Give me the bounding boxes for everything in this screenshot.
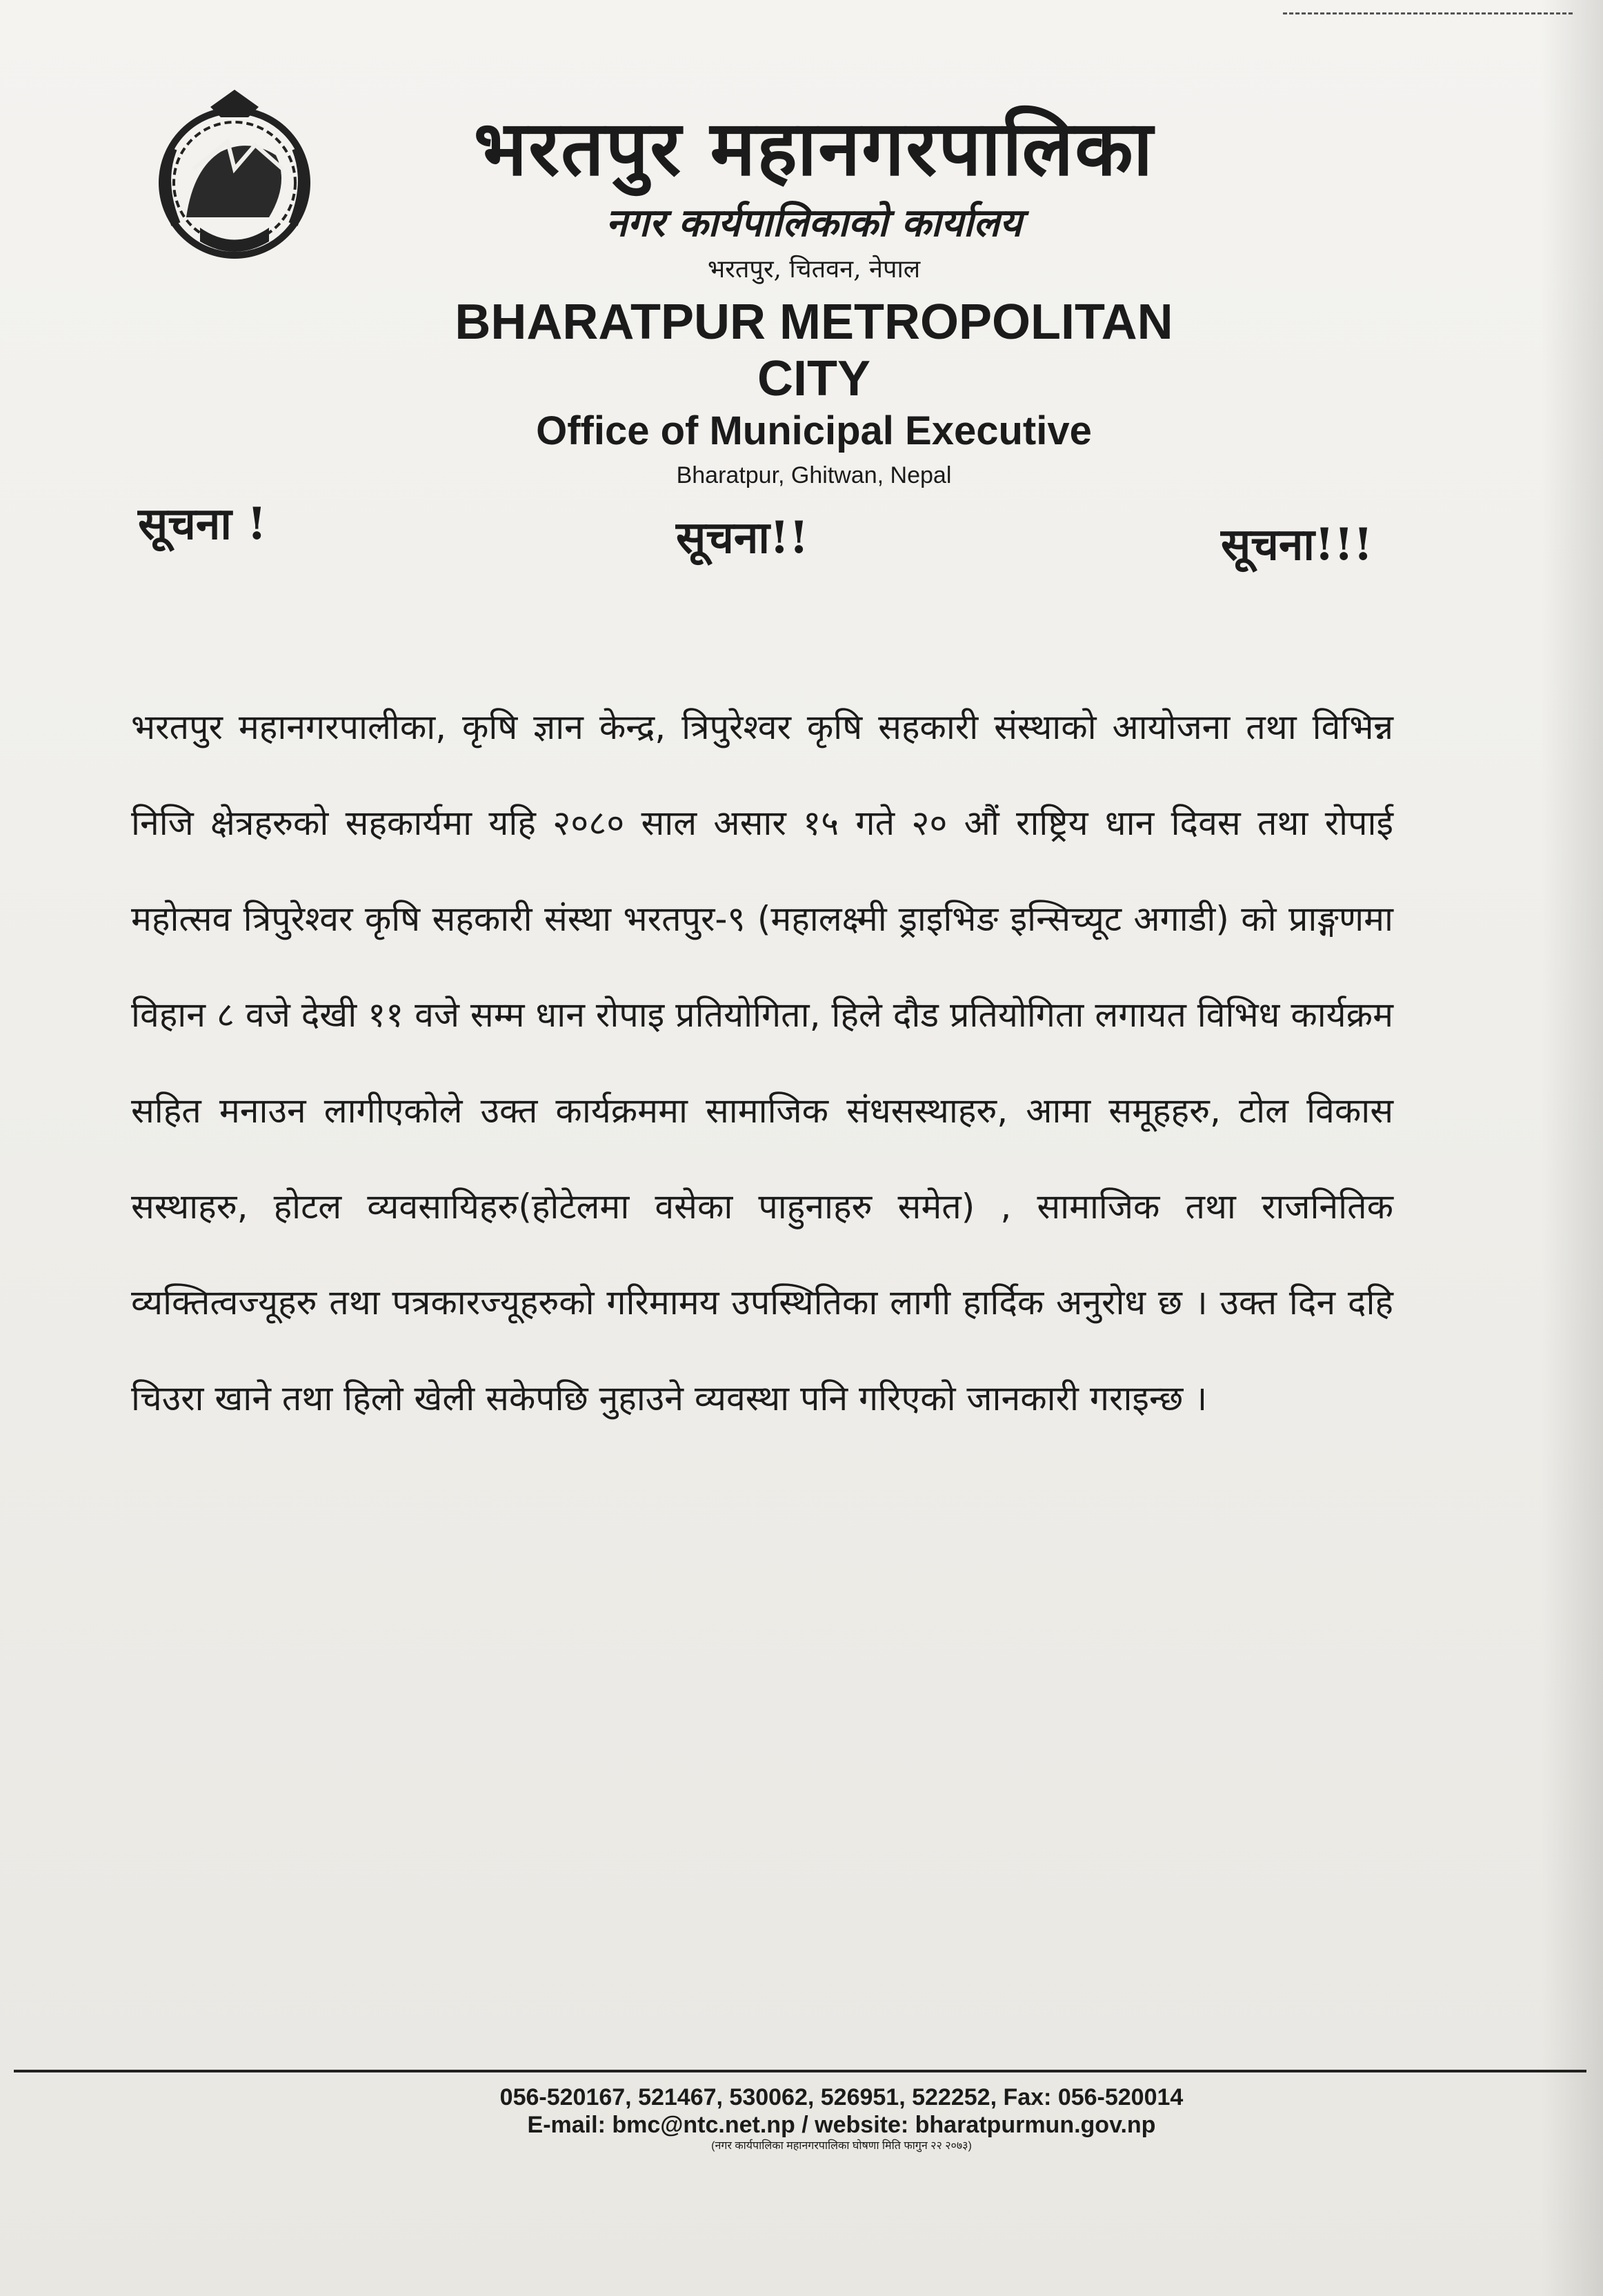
- org-title-nepali: भरतपुर महानगरपालिका: [473, 103, 1155, 192]
- notice-label-1: सूचना !: [138, 498, 267, 550]
- top-dashed-line: [1283, 12, 1573, 14]
- notice-label-2: सूचना!!: [676, 512, 809, 564]
- address-nepali: भरतपुर, चितवन, नेपाल: [707, 255, 921, 284]
- footer-contact: E-mail: bmc@ntc.net.np / website: bharatpurmun.gov.np: [527, 2112, 1156, 2138]
- office-name-english: Office of Municipal Executive: [536, 408, 1092, 453]
- footer-phones: 056-520167, 521467, 530062, 526951, 522252, Fax: 056-520014: [499, 2084, 1184, 2110]
- footer-note: (नगर कार्यपालिका महानगरपालिका घोषणा मिति फागुन २२ २०७३): [711, 2140, 972, 2152]
- notice-label-3: सूचना!!!: [1221, 519, 1373, 571]
- org-title-english: BHARATPUR METROPOLITAN CITY: [455, 295, 1173, 406]
- footer: [290, 2084, 1393, 2154]
- page-edge-shadow: [1541, 0, 1603, 2296]
- notice-body: भरतपुर महानगरपालीका, कृषि ज्ञान केन्द्र, त्रिपुरेश्वर कृषि सहकारी संस्थाको आयोजना तथा विभिन्न निजि क्षेत्रहरुको सहकार्यमा यहि २०८० साल असार १५ गते २० औं राष्ट्रिय धान दिवस तथा रोपाई महोत्सव त्रिपुरेश्वर कृषि सहकारी संस्था भरतपुर-९ (महालक्ष्मी ड्राइभिङ इन्सिच्यूट अगाडी) को प्राङ्गणमा विहान ८ वजे देखी ११ वजे सम्म धान रोपाइ प्रतियोगिता, हिले दौड प्रतियोगिता लगायत विभिध कार्यक्रम सहित मनाउन लागीएकोले उक्त कार्यक्रममा सामाजिक संधसस्थाहरु, आमा समूहहरु, टोल विकास सस्थाहरु, होटल व्यवसायिहरु(होटेलमा वसेका पाहुनाहरु समेत) , सामाजिक तथा राजनितिक व्यक्तित्वज्यूहरु तथा पत्रकारज्यूहरुको गरिमामय उपस्थितिका लागी हार्दिक अनुरोध छ । उक्त दिन दहि चिउरा खाने तथा हिलो खेली सकेपछि नुहाउने व्यवस्था पनि गरिएको जानकारी गराइन्छ ।: [131, 707, 1393, 1418]
- nepal-emblem-icon: [145, 86, 324, 266]
- footer-divider: [14, 2070, 1586, 2072]
- address-english: Bharatpur, Ghitwan, Nepal: [676, 462, 952, 488]
- office-name-nepali: नगर कार्यपालिकाको कार्यालय: [606, 201, 1022, 246]
- letterhead: [414, 103, 1214, 491]
